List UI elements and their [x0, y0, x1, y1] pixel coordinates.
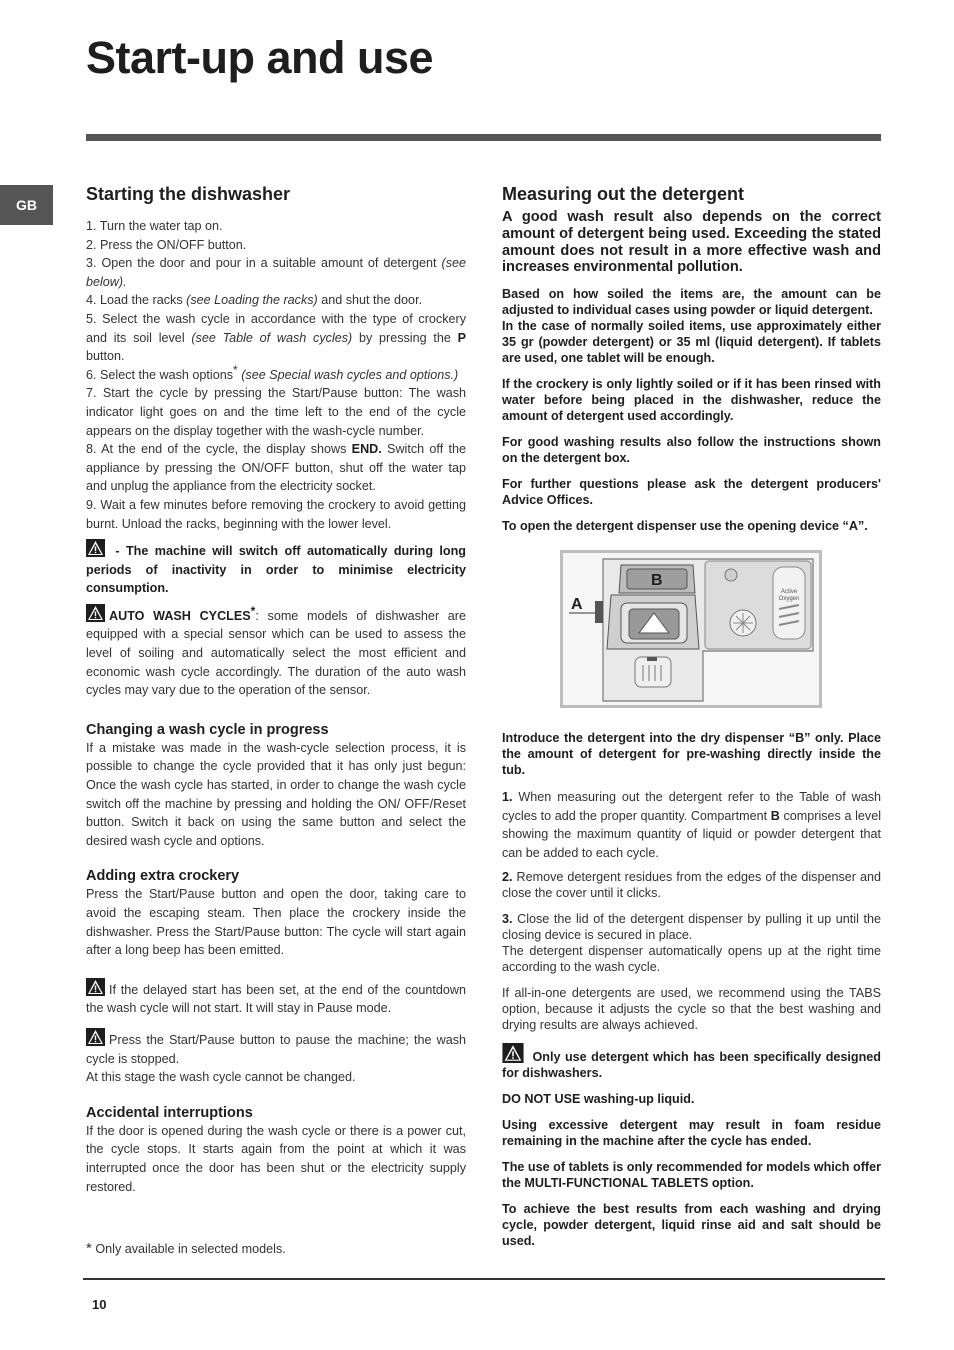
- step-3: 3. Open the door and pour in a suitable amount of detergent (see below).: [86, 256, 466, 289]
- auto-off-warning: - The machine will switch off automatically during long periods of inactivity in order to minimise electricity consumption.: [86, 539, 466, 598]
- tabs-note: If all-in-one detergents are used, we recommend using the TABS option, because it adjusts the cycle so that the best washing and drying results are always achieved.: [502, 985, 881, 1032]
- footer-divider: [83, 1278, 885, 1280]
- language-tab: GB: [0, 185, 53, 225]
- figure-printed-text-2: Oxygen: [778, 596, 800, 603]
- accidental-text: If the door is opened during the wash cycle or there is a power cut, the cycle stops. It starts again from the point at which it was interrupted once the door has been shut or the electricity supply restored.: [86, 1123, 466, 1194]
- step-9: 9. Wait a few minutes before removing the crockery to avoid getting burnt. Unload the racks, beginning with the lower level.: [86, 497, 466, 531]
- figure-printed-text-1: Active: [780, 589, 798, 596]
- step-5: 5. Select the wash cycle in accordance with the type of crockery and its soil level (see Table of wash cycles) by pressing the P button.: [86, 311, 466, 364]
- dispenser-illustration: [560, 550, 822, 708]
- detergent-lead: A good wash result also depends on the correct amount of detergent being used. Exceeding the stated amount does not result in a more effective wash and increases environmental pollution.: [502, 209, 881, 276]
- detergent-para-6: To open the detergent dispenser use the opening device “A”.: [502, 519, 868, 534]
- step-6: 6. Select the wash options* (see Special wash cycles and options.): [86, 362, 459, 382]
- numbered-1: 1. When measuring out the detergent refer to the Table of wash cycles to add the proper quantity. Compartment B comprises a level showing the maximum quantity of liquid or powder detergent that can be added to each cycle.: [502, 790, 881, 860]
- warning-icon: [86, 1028, 105, 1046]
- pause-warning: Press the Start/Pause button to pause the machine; the wash cycle is stopped.: [86, 1028, 466, 1068]
- changing-text: If a mistake was made in the wash-cycle selection process, it is possible to change the cycle provided that it has only just begun: Once the wash cycle has started, in order to change the wash cycle switch off the machine by pressing and holding the ON/ OFF/Reset button. Switch it back on using the same button and select the desired wash cycle and options.: [86, 740, 466, 848]
- detergent-para-3: If the crockery is only lightly soiled or if it has been rinsed with water before being placed in the dishwasher, reduce the amount of detergent used accordingly.: [502, 377, 881, 424]
- warning-5: To achieve the best results from each washing and drying cycle, powder detergent, liquid rinse aid and salt should be used.: [502, 1201, 881, 1248]
- detergent-warning: Only use detergent which has been specifically designed for dishwashers.: [502, 1043, 881, 1081]
- right-column: [502, 184, 881, 1249]
- figure-label-b: B: [651, 572, 663, 590]
- step-4: 4. Load the racks (see Loading the racks) and shut the door.: [86, 293, 423, 308]
- detergent-para-7: Introduce the detergent into the dry dispenser “B” only. Place the amount of detergent for pre-washing directly inside the tub.: [502, 731, 881, 778]
- starting-heading: Starting the dishwasher: [86, 184, 291, 204]
- warning-2: DO NOT USE washing-up liquid.: [502, 1091, 695, 1106]
- warning-icon: [502, 1043, 524, 1063]
- adding-text: Press the Start/Pause button and open the door, taking care to avoid the escaping steam. Then place the crockery inside the dishwasher. Press the Start/Pause button: The cycle will start again after a long beep has been emitted.: [86, 887, 466, 958]
- page-number: 10: [92, 1297, 107, 1312]
- auto-wash-cycles: AUTO WASH CYCLES*: some models of dishwasher are equipped with a special sensor which can be used to assess the level of soiling and automatically select the most efficient and economic wash cycle accordingly. The duration of the auto wash cycles may vary due to the operation of the sensor.: [86, 603, 467, 698]
- adding-heading: Adding extra crockery: [86, 868, 240, 885]
- accidental-heading: Accidental interruptions: [86, 1104, 253, 1121]
- numbered-3: 3. Close the lid of the detergent dispenser by pulling it up until the closing device is secured in place.: [502, 911, 881, 942]
- warning-icon: [86, 604, 105, 622]
- step-8: 8. At the end of the cycle, the display shows END. Switch off the appliance by pressing the ON/OFF button, shut off the water tap and unplug the appliance from the electricity socket.: [86, 442, 466, 494]
- step-2: 2. Press the ON/OFF button.: [86, 237, 247, 252]
- footnote: * Only available in selected models.: [86, 1240, 286, 1257]
- detergent-para-4: For good washing results also follow the instructions shown on the detergent box.: [502, 435, 881, 466]
- step-7: 7. Start the cycle by pressing the Start/Pause button: The wash indicator light goes on and the time left to the end of the cycle appears on the display together with the wash-cycle number.: [86, 386, 466, 438]
- title-divider: [86, 134, 881, 141]
- numbered-2: 2. Remove detergent residues from the edges of the dispenser and close the cover until it clicks.: [502, 869, 881, 900]
- delayed-start-warning: If the delayed start has been set, at the end of the countdown the wash cycle will not start. It will stay in Pause mode.: [86, 978, 466, 1018]
- detergent-para-2: In the case of normally soiled items, use approximately either 35 gr (powder detergent) or 35 ml (liquid detergent). If tablets are used, one tablet will be enough.: [502, 319, 881, 366]
- page-title: Start-up and use: [86, 32, 434, 83]
- warning-4: The use of tablets is only recommended for models which offer the MULTI-FUNCTIONAL TABLETS option.: [502, 1159, 881, 1190]
- pause-note: At this stage the wash cycle cannot be changed.: [86, 1070, 356, 1085]
- detergent-para-5: For further questions please ask the detergent producers' Advice Offices.: [502, 477, 881, 508]
- left-column: [86, 184, 466, 1196]
- detergent-heading: Measuring out the detergent: [502, 184, 745, 204]
- changing-heading: Changing a wash cycle in progress: [86, 721, 329, 738]
- dispenser-drawing: [563, 553, 819, 705]
- figure-label-a: A: [571, 596, 583, 614]
- warning-icon: [86, 978, 105, 996]
- step-1: 1. Turn the water tap on.: [86, 219, 223, 233]
- warning-3: Using excessive detergent may result in foam residue remaining in the machine after the cycle has ended.: [502, 1117, 881, 1148]
- warning-icon: [86, 539, 105, 557]
- detergent-para-1: Based on how soiled the items are, the amount can be adjusted to individual cases using powder or liquid detergent.: [502, 287, 881, 318]
- numbered-3-note: The detergent dispenser automatically opens up at the right time according to the wash cycle.: [502, 943, 881, 974]
